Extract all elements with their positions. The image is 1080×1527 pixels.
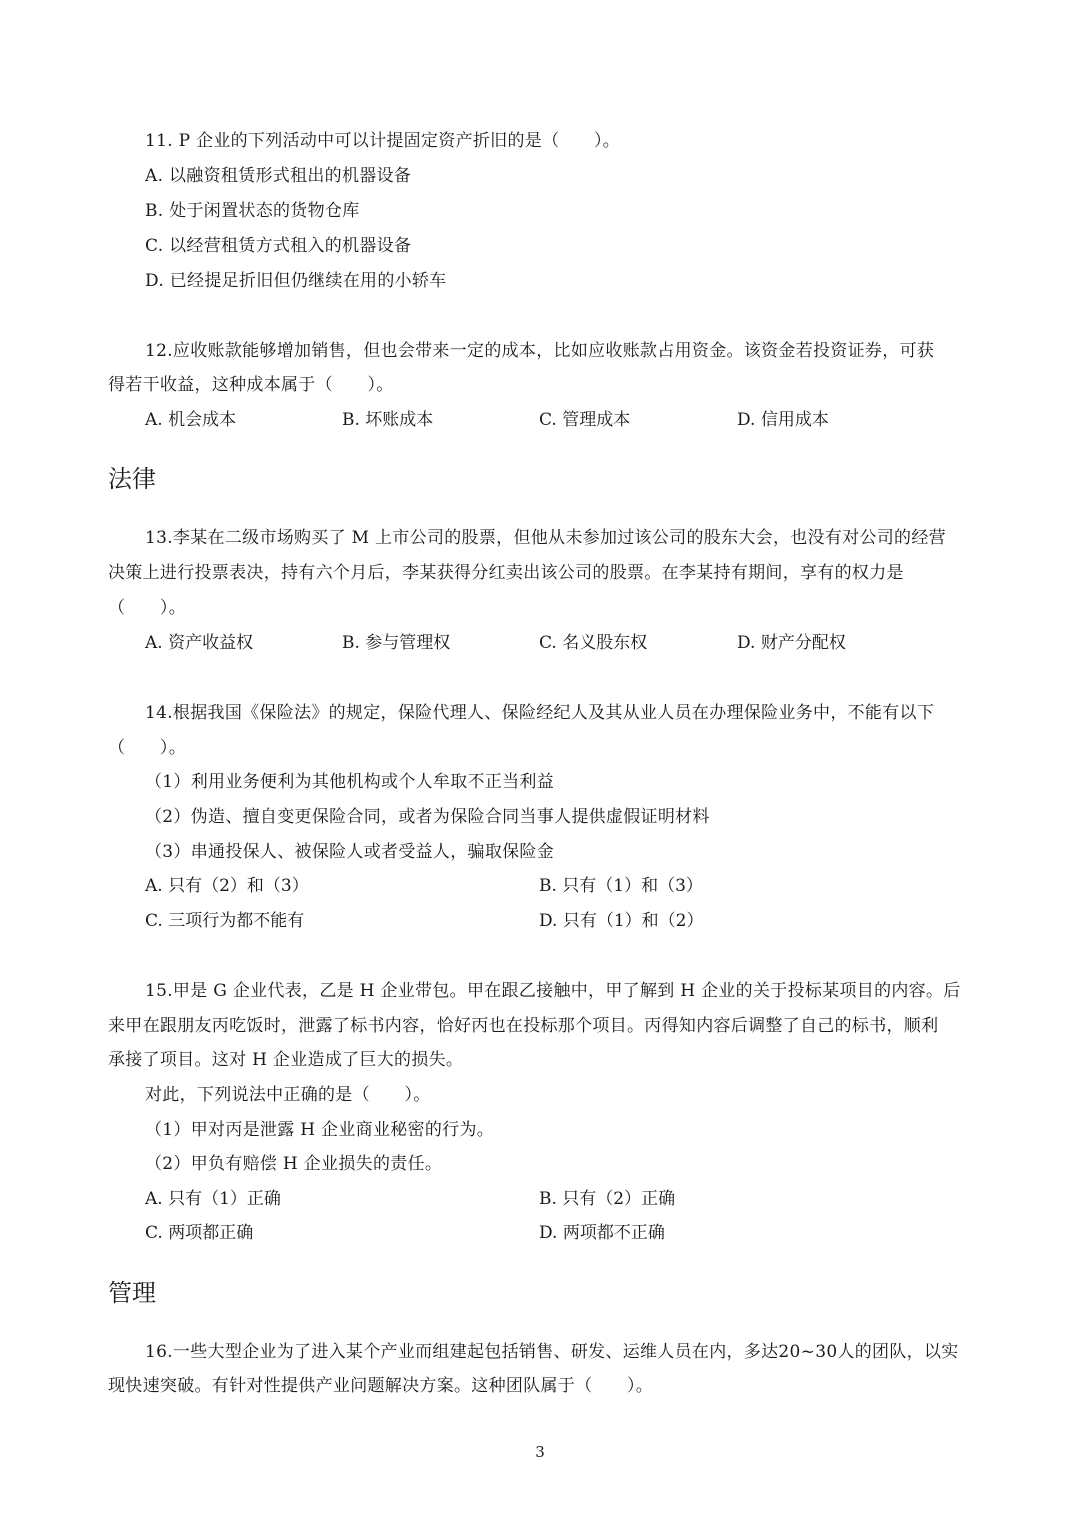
q16-stem-line2: 现快速突破。有针对性提供产业问题解决方案。这种团队属于（ ）。 [108,1376,654,1396]
q11-option-d: D. 已经提足折旧但仍继续在用的小轿车 [145,271,447,291]
q15-stem-line3: 承接了项目。这对 H 企业造成了巨大的损失。 [108,1050,464,1070]
q13-stem-line1: 13.李某在二级市场购买了 M 上市公司的股票，但他从未参加过该公司的股东大会，也没有对公司的经营 [145,528,946,548]
q15-option-a: A. 只有（1）正确 [145,1189,281,1209]
q11-option-a: A. 以融资租赁形式租出的机器设备 [145,166,412,186]
q15-stem-line2: 来甲在跟朋友丙吃饭时，泄露了标书内容，恰好丙也在投标那个项目。丙得知内容后调整了自己的标书，顺利 [108,1016,939,1036]
q14-stem-line2: （ ）。 [108,738,186,758]
q14-item-1: （1）利用业务便利为其他机构或个人牟取不正当利益 [145,772,555,792]
q14-option-b: B. 只有（1）和（3） [539,876,703,896]
q12-option-c: C. 管理成本 [539,410,631,430]
q13-options [145,631,846,655]
q14-option-c: C. 三项行为都不能有 [145,911,305,931]
q15-option-c: C. 两项都正确 [145,1223,254,1243]
q13-option-b: B. 参与管理权 [342,633,451,653]
q15-stem-line1: 15.甲是 G 企业代表，乙是 H 企业带包。甲在跟乙接触中，甲了解到 H 企业的关于投标某项目的内容。后 [145,981,961,1001]
q15-option-b: B. 只有（2）正确 [539,1189,676,1209]
q14-options-row2 [145,909,703,933]
q15-options-row2 [145,1221,665,1245]
q13-option-d: D. 财产分配权 [737,633,846,653]
q13-option-c: C. 名义股东权 [539,633,648,653]
q11-option-b: B. 处于闲置状态的货物仓库 [145,201,360,221]
section-heading-management: 管理 [108,1279,156,1307]
q13-option-a: A. 资产收益权 [145,633,254,653]
q15-option-d: D. 两项都不正确 [539,1223,665,1243]
q12-options [145,408,829,432]
q13-stem-line2: 决策上进行投票表决，持有六个月后，李某获得分红卖出该公司的股票。在李某持有期间，享有的权力是 [108,563,904,583]
q15-item-1: （1）甲对丙是泄露 H 企业商业秘密的行为。 [145,1120,495,1140]
q15-options-row1 [145,1187,675,1211]
q13-stem-line3: （ ）。 [108,598,186,618]
q12-stem-line2: 得若干收益，这种成本属于（ ）。 [108,375,394,395]
q11-stem: 11. P 企业的下列活动中可以计提固定资产折旧的是（ ）。 [145,131,621,151]
q12-option-d: D. 信用成本 [737,410,829,430]
q12-option-b: B. 坏账成本 [342,410,434,430]
page-number: 3 [535,1443,545,1461]
q14-item-3: （3）串通投保人、被保险人或者受益人，骗取保险金 [145,842,555,862]
q15-prompt: 对此，下列说法中正确的是（ ）。 [145,1085,431,1105]
q14-item-2: （2）伪造、擅自变更保险合同，或者为保险合同当事人提供虚假证明材料 [145,807,710,827]
q15-item-2: （2）甲负有赔偿 H 企业损失的责任。 [145,1154,443,1174]
q14-stem-line1: 14.根据我国《保险法》的规定，保险代理人、保险经纪人及其从业人员在办理保险业务中，不能有以下 [145,703,935,723]
q12-option-a: A. 机会成本 [145,410,237,430]
q14-option-d: D. 只有（1）和（2） [539,911,704,931]
q11-option-c: C. 以经营租赁方式租入的机器设备 [145,236,412,256]
q12-stem-line1: 12.应收账款能够增加销售，但也会带来一定的成本，比如应收账款占用资金。该资金若投资证券，可获 [145,341,935,361]
q16-stem-line1: 16.一些大型企业为了进入某个产业而组建起包括销售、研发、运维人员在内，多达20~30人的团队，以实 [145,1342,959,1362]
section-heading-law: 法律 [108,465,156,493]
q14-options-row1 [145,874,703,898]
q14-option-a: A. 只有（2）和（3） [145,876,309,896]
